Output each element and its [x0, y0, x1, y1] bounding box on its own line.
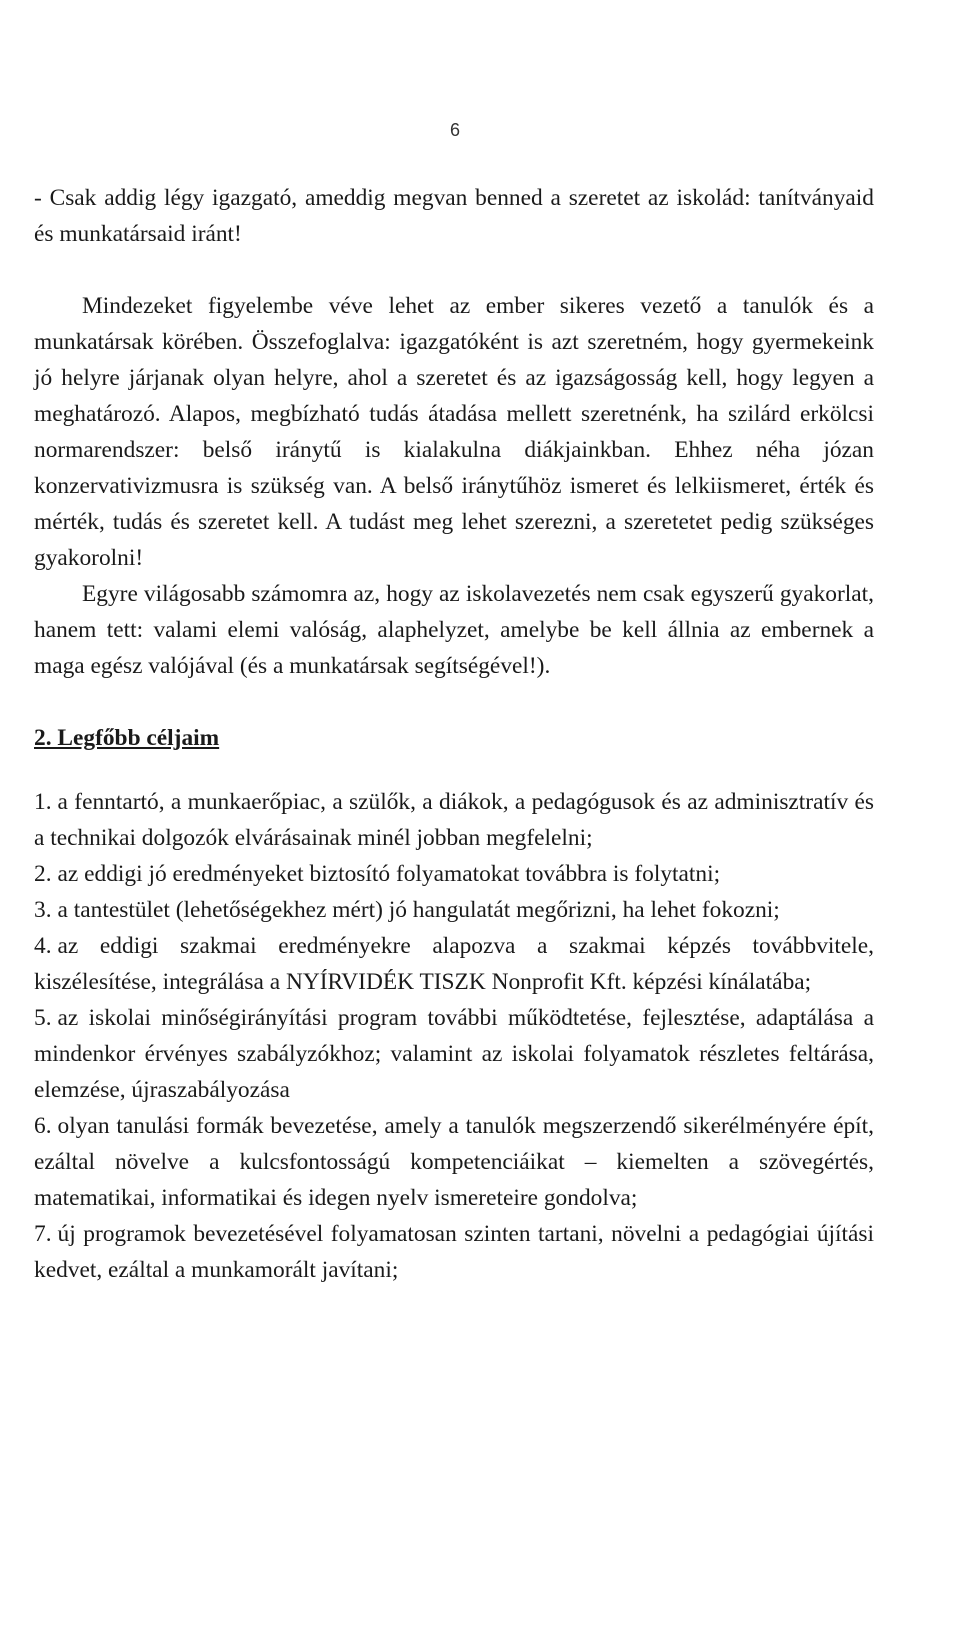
- intro-line: - Csak addig légy igazgató, ameddig megvan benned a szeretet az iskolád: tanítványaid és munkatársaid iránt!: [34, 185, 874, 247]
- page-number: 6: [449, 120, 460, 140]
- goal-number: 6.: [34, 1113, 52, 1139]
- goal-number: 1.: [34, 789, 52, 815]
- goal-text: az eddigi szakmai eredményekre alapozva a szakmai képzés továbbvitele, kiszélesítése, integrálása a NYÍRVIDÉK TISZK Nonprofit Kft. képzési kínálatába;: [34, 933, 874, 995]
- goal-item: [34, 1216, 874, 1288]
- goal-text: a fenntartó, a munkaerőpiac, a szülők, a diákok, a pedagógusok és az adminisztratív és a technikai dolgozók elvárásainak minél jobban megfelelni;: [34, 789, 874, 851]
- goals-list: [34, 784, 874, 1288]
- goal-number: 5.: [34, 1005, 52, 1031]
- goal-text: az eddigi jó eredményeket biztosító folyamatokat továbbra is folytatni;: [57, 861, 721, 887]
- paragraph-leadership-summary: Mindezeket figyelembe véve lehet az ember sikeres vezető a tanulók és a munkatársak körében. Összefoglalva: igazgatóként is azt szeretném, hogy gyermekeink jó helyre járjanak olyan helyre, ahol a szeretet és az igazságosság kell, hogy legyen a meghatározó. Alapos, megbízható tudás átadása mellett szeretnénk, ha szilárd erkölcsi normarendszer: belső iránytű is kialakulna diákjainkban. Ehhez néha józan konzervativizmusra is szükség van. A belső iránytűhöz ismeret és lelkiismeret, érték és mérték, tudás és szeretet kell. A tudást meg lehet szerezni, a szeretetet pedig szükséges gyakorolni!: [34, 293, 874, 571]
- goal-number: 4.: [34, 933, 52, 959]
- goal-item: [34, 856, 874, 892]
- goal-number: 7.: [34, 1221, 52, 1247]
- goal-item: [34, 1108, 874, 1216]
- goal-item: [34, 784, 874, 856]
- page-content: [34, 180, 874, 1288]
- goal-text: új programok bevezetésével folyamatosan szinten tartani, növelni a pedagógiai újítási kedvet, ezáltal a munkamorált javítani;: [34, 1221, 874, 1283]
- paragraph-school-management: Egyre világosabb számomra az, hogy az iskolavezetés nem csak egyszerű gyakorlat, hanem tett: valami elemi valóság, alaphelyzet, amelybe be kell állnia az embernek a maga egész valójával (és a munkatársak segítségével!).: [34, 581, 874, 679]
- goal-item: [34, 1000, 874, 1108]
- goal-text: olyan tanulási formák bevezetése, amely a tanulók megszerzendő sikerélményére épít, ezáltal növelve a kulcsfontosságú kompetenciáikat – kiemelten a szövegértés, matematikai, informatikai és idegen nyelv ismereteire gondolva;: [34, 1113, 874, 1211]
- goal-text: az iskolai minőségirányítási program további működtetése, fejlesztése, adaptálása a mindenkor érvényes szabályzókhoz; valamint az iskolai folyamatok részletes feltárása, elemzése, újraszabályozása: [34, 1005, 874, 1103]
- goal-item: [34, 892, 874, 928]
- section-heading: 2. Legfőbb céljaim: [34, 725, 220, 751]
- goal-item: [34, 928, 874, 1000]
- goal-text: a tantestület (lehetőségekhez mért) jó hangulatát megőrizni, ha lehet fokozni;: [57, 897, 780, 923]
- goal-number: 3.: [34, 897, 52, 923]
- goal-number: 2.: [34, 861, 52, 887]
